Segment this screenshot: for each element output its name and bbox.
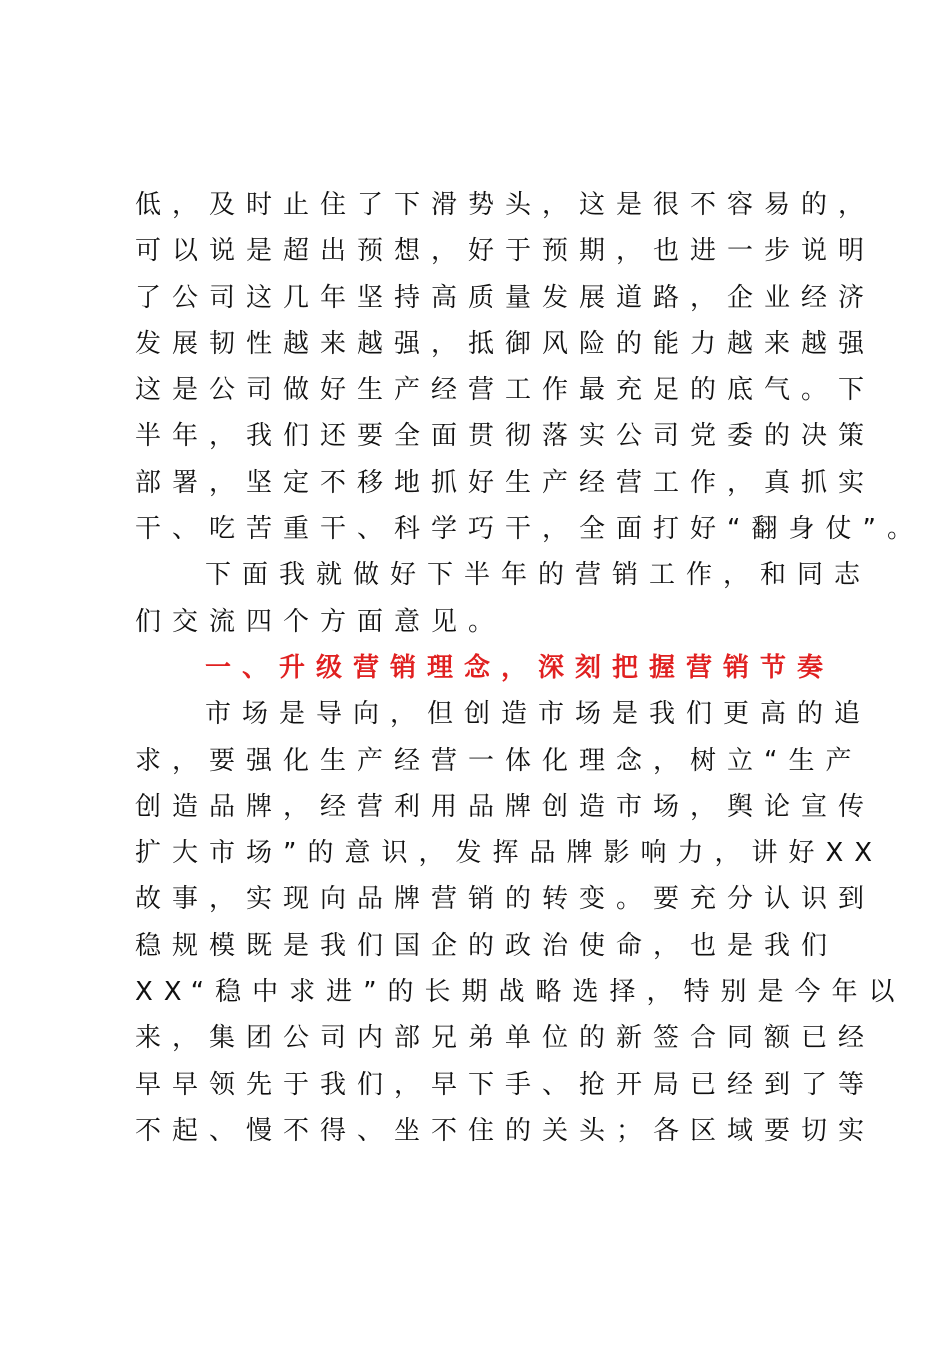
text-line: 早早领先于我们，早下手、抢开局已经到了等 bbox=[135, 1069, 876, 1100]
text-line: 干、吃苦重干、科学巧干，全面打好“翻身仗”。 bbox=[135, 514, 924, 545]
text-line: 可以说是超出预想，好于预期，也进一步说明 bbox=[135, 236, 876, 267]
text-line: XX“稳中求进”的长期战略选择，特别是今年以 bbox=[135, 977, 906, 1008]
section-heading: 一、升级营销理念，深刻把握营销节奏 bbox=[205, 652, 835, 683]
text-line: 半年，我们还要全面贯彻落实公司党委的决策 bbox=[135, 421, 876, 452]
paragraph-start-line: 下面我就做好下半年的营销工作，和同志 bbox=[205, 560, 872, 591]
text-line: 了公司这几年坚持高质量发展道路，企业经济 bbox=[135, 282, 876, 313]
text-line: 故事，实现向品牌营销的转变。要充分认识到 bbox=[135, 884, 876, 915]
text-line: 部署，坚定不移地抓好生产经营工作，真抓实 bbox=[135, 467, 876, 498]
text-line: 求，要强化生产经营一体化理念，树立“生产 bbox=[135, 745, 863, 776]
paragraph-start-line: 市场是导向，但创造市场是我们更高的追 bbox=[205, 699, 872, 730]
text-line: 不起、慢不得、坐不住的关头；各区域要切实 bbox=[135, 1115, 876, 1146]
text-line: 发展韧性越来越强，抵御风险的能力越来越强 bbox=[135, 328, 876, 359]
text-line: 们交流四个方面意见。 bbox=[135, 606, 506, 637]
text-line: 这是公司做好生产经营工作最充足的底气。下 bbox=[135, 375, 876, 406]
document-body bbox=[135, 182, 924, 1154]
text-line: 低，及时止住了下滑势头，这是很不容易的， bbox=[135, 190, 876, 220]
text-line: 来，集团公司内部兄弟单位的新签合同额已经 bbox=[135, 1023, 876, 1054]
text-line: 创造品牌，经营利用品牌创造市场，舆论宣传 bbox=[135, 791, 876, 822]
text-line: 扩大市场”的意识，发挥品牌影响力，讲好XX bbox=[135, 838, 884, 869]
text-line: 稳规模既是我们国企的政治使命，也是我们 bbox=[135, 930, 839, 961]
